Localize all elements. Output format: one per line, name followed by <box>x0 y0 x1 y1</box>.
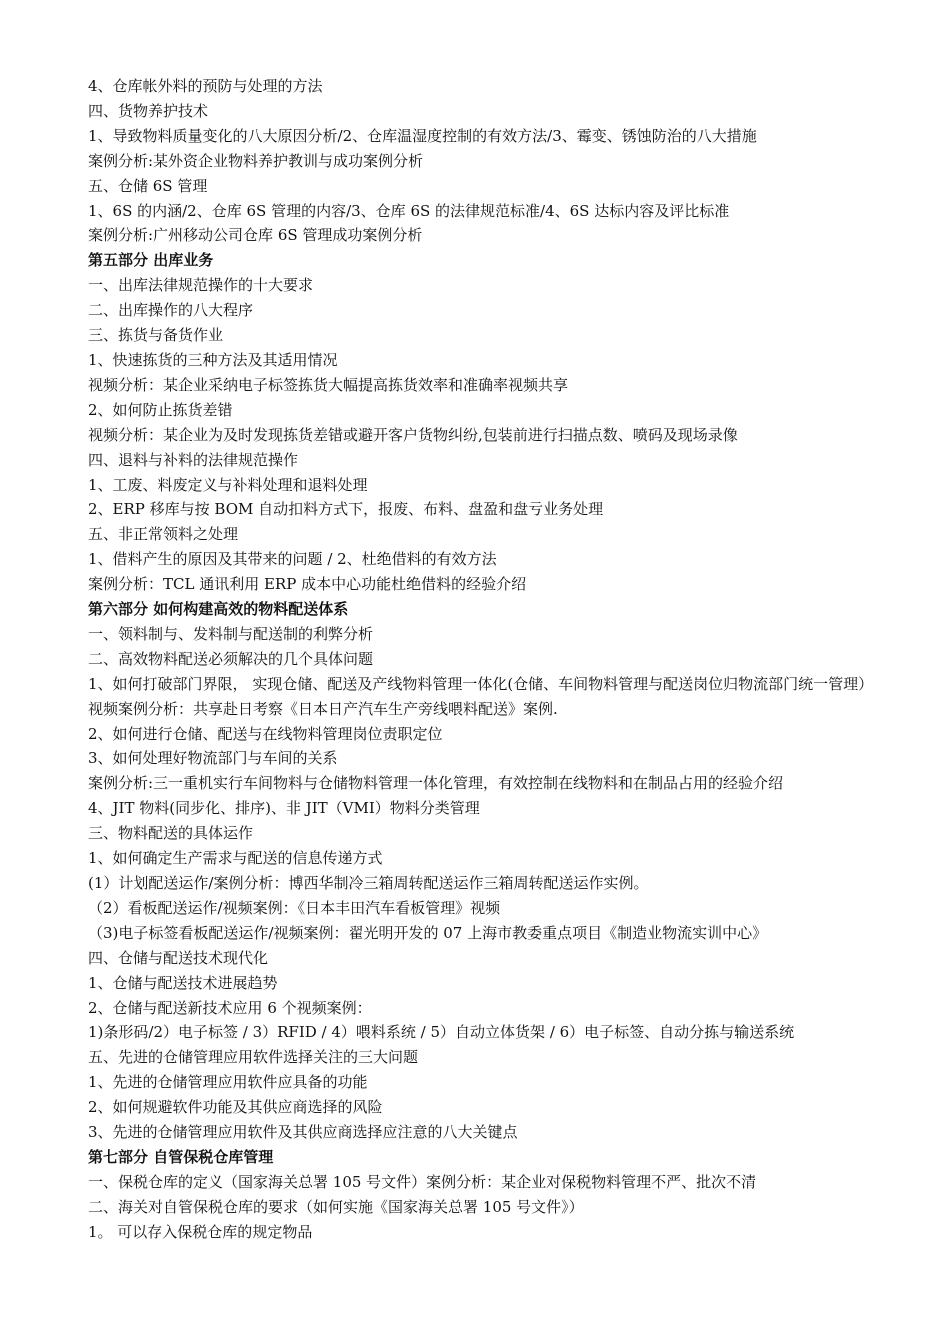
text-line: 二、出库操作的八大程序 <box>88 301 254 320</box>
text-line: 案例分析：TCL 通讯利用 ERP 成本中心功能杜绝借料的经验介绍 <box>88 575 527 594</box>
text-line: 2、如何进行仓储、配送与在线物料管理岗位责职定位 <box>88 724 443 743</box>
text-line: 案例分析:广州移动公司仓库 6S 管理成功案例分析 <box>88 226 423 245</box>
document-page <box>88 74 888 1245</box>
text-line: 一、保税仓库的定义（国家海关总署 105 号文件）案例分析：某企业对保税物料管理不严、批次不清 <box>88 1172 757 1191</box>
text-line: 视频分析：某企业为及时发现拣货差错或避开客户货物纠纷,包装前进行扫描点数、喷码及现场录像 <box>88 425 738 444</box>
text-line: 1、工废、料废定义与补料处理和退料处理 <box>88 475 368 494</box>
text-line: 1、借料产生的原因及其带来的问题 / 2、杜绝借料的有效方法 <box>88 550 497 569</box>
text-line: 1、仓储与配送技术进展趋势 <box>88 973 278 992</box>
text-line: 视频分析：某企业采纳电子标签拣货大幅提高拣货效率和准确率视频共享 <box>88 375 569 394</box>
section-heading: 第六部分 如何构建高效的物料配送体系 <box>88 600 349 619</box>
text-line: 四、退料与补料的法律规范操作 <box>88 450 299 469</box>
text-line: (1）计划配送运作/案例分析：博西华制冷三箱周转配送运作三箱周转配送运作实例。 <box>88 874 649 892</box>
text-line: 1、如何打破部门界限， 实现仓储、配送及产线物料管理一体化(仓储、车间物料管理与配送岗位归物流部门统一管理） <box>88 674 874 693</box>
text-line: 1、6S 的内涵/2、仓库 6S 管理的内容/3、仓库 6S 的法律规范标准/4、6S 达标内容及评比标准 <box>88 201 730 220</box>
text-line: 3、如何处理好物流部门与车间的关系 <box>88 749 338 768</box>
text-line: 三、拣货与备货作业 <box>88 326 224 345</box>
section-heading: 第五部分 出库业务 <box>88 251 214 270</box>
text-line: 五、仓储 6S 管理 <box>88 176 208 195</box>
text-line: 四、货物养护技术 <box>88 101 209 120</box>
text-line: 二、海关对自管保税仓库的要求（如何实施《国家海关总署 105 号文件》） <box>88 1197 584 1216</box>
text-line: 五、非正常领料之处理 <box>88 525 239 544</box>
section-heading: 第七部分 自管保税仓库管理 <box>88 1147 274 1166</box>
text-line: 二、高效物料配送必须解决的几个具体问题 <box>88 649 374 668</box>
text-line: 案例分析:某外资企业物料养护教训与成功案例分析 <box>88 151 424 170</box>
text-line: 2、如何防止拣货差错 <box>88 400 233 419</box>
text-line: 4、JIT 物料(同步化、排序)、非 JIT（VMI）物料分类管理 <box>88 799 480 818</box>
text-line: 案例分析:三一重机实行车间物料与仓储物料管理一体化管理，有效控制在线物料和在制品占用的经验介绍 <box>88 774 784 793</box>
text-line: 3、先进的仓储管理应用软件及其供应商选择应注意的八大关键点 <box>88 1123 518 1142</box>
text-line: 一、出库法律规范操作的十大要求 <box>88 276 314 295</box>
text-line: 2、如何规避软件功能及其供应商选择的风险 <box>88 1098 383 1117</box>
text-line: 1、如何确定生产需求与配送的信息传递方式 <box>88 849 383 868</box>
text-line: 2、ERP 移库与按 BOM 自动扣料方式下，报废、布料、盘盈和盘亏业务处理 <box>88 500 604 519</box>
text-line: 1)条形码/2）电子标签 / 3）RFID / 4）喂料系统 / 5）自动立体货架 / 6）电子标签、自动分拣与输送系统 <box>88 1023 795 1042</box>
text-line: 1。 可以存入保税仓库的规定物品 <box>88 1222 313 1241</box>
text-line: 五、先进的仓储管理应用软件选择关注的三大问题 <box>88 1048 419 1067</box>
text-line: （2）看板配送运作/视频案例：《日本丰田汽车看板管理》视频 <box>88 898 501 917</box>
text-line: 1、导致物料质量变化的八大原因分析/2、仓库温湿度控制的有效方法/3、霉变、锈蚀防治的八大措施 <box>88 126 757 145</box>
text-line: 一、领料制与、发料制与配送制的利弊分析 <box>88 624 374 643</box>
text-line: 4、仓库帐外料的预防与处理的方法 <box>88 77 323 95</box>
text-line: 1、快速拣货的三种方法及其适用情况 <box>88 350 338 369</box>
text-line: 视频案例分析：共享赴日考察《日本日产汽车生产旁线喂料配送》案例. <box>88 699 558 718</box>
text-line: （3)电子标签看板配送运作/视频案例：翟光明开发的 07 上海市教委重点项目《制造业物流实训中心》 <box>88 923 768 942</box>
text-line: 四、仓储与配送技术现代化 <box>88 948 269 967</box>
text-line: 2、仓储与配送新技术应用 6 个视频案例： <box>88 998 372 1017</box>
text-line: 三、物料配送的具体运作 <box>88 824 254 843</box>
text-line: 1、先进的仓储管理应用软件应具备的功能 <box>88 1073 368 1092</box>
